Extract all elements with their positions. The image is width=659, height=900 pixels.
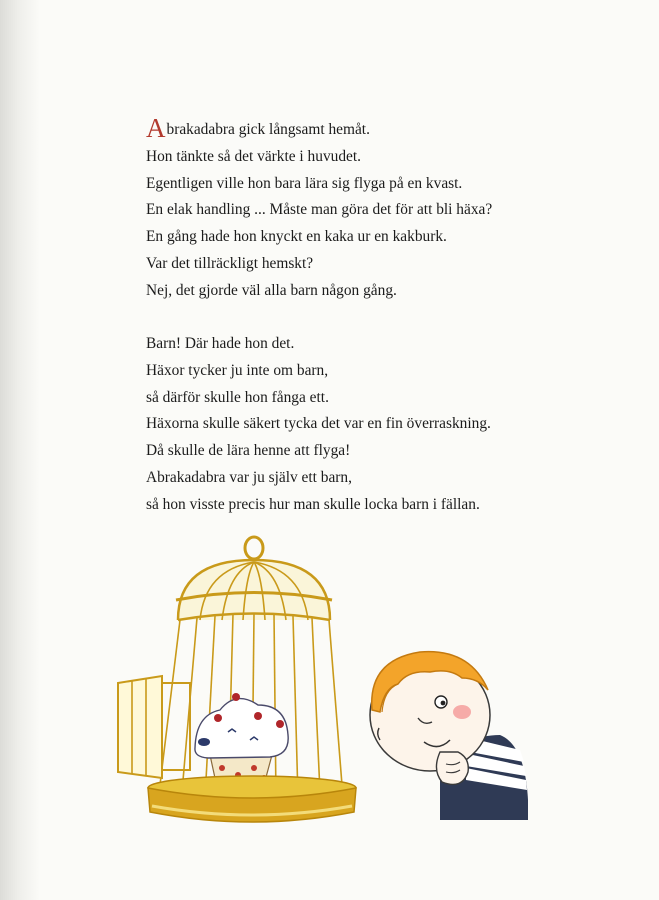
text-line: Var det tillräckligt hemskt? — [146, 254, 314, 272]
text-line: Hon tänkte så det värkte i huvudet. — [146, 147, 361, 165]
text-line: Egentligen ville hon bara lära sig flyga på en kvast. — [146, 174, 463, 192]
text-line: så hon visste precis hur man skulle locka barn i fällan. — [146, 495, 480, 513]
boy-icon — [370, 652, 528, 820]
text-line: så därför skulle hon fånga ett. — [146, 388, 329, 406]
cage-base — [148, 776, 356, 822]
text-line: En gång hade hon knyckt en kaka ur en kakburk. — [146, 228, 447, 246]
text-line: Häxor tycker ju inte om barn, — [146, 361, 329, 379]
text-line: Då skulle de lära henne att flyga! — [146, 442, 351, 460]
text-line: En elak handling ... Måste man göra det för att bli häxa? — [146, 201, 493, 219]
first-line-text: brakadabra gick långsamt hemåt. — [166, 121, 370, 138]
drop-cap: A — [146, 113, 166, 143]
text-line: Barn! Där hade hon det. — [146, 335, 295, 352]
text-line: Häxorna skulle säkert tycka det var en fin överraskning. — [146, 415, 491, 433]
text-line: Nej, det gjorde väl alla barn någon gång. — [146, 281, 397, 299]
text-line: Abrakadabra var ju själv ett barn, — [146, 468, 352, 486]
